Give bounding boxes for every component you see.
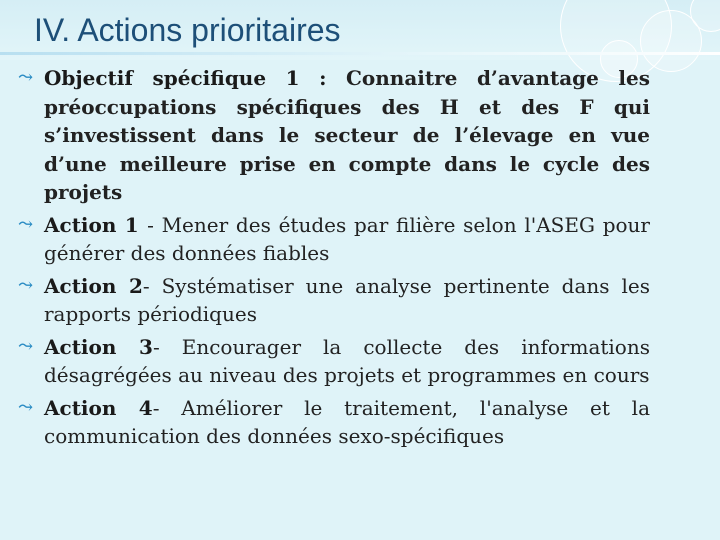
item-body: - Mener des études par filière selon l'ASEG pour générer des données fiables xyxy=(44,212,650,265)
curved-arrow-bullet-icon: ⤳ xyxy=(18,67,34,88)
item-body: - Systématiser une analyse pertinente dans les rapports périodiques xyxy=(44,273,650,326)
item-lead: Action 4 xyxy=(44,395,153,420)
list-item xyxy=(18,211,650,268)
title-underline xyxy=(0,52,720,55)
list-item xyxy=(18,333,650,390)
list-item xyxy=(18,272,650,329)
curved-arrow-bullet-icon: ⤳ xyxy=(18,396,34,418)
item-lead: Objectif spécifique 1 : xyxy=(44,66,346,90)
slide-title: IV. Actions prioritaires xyxy=(34,12,341,48)
item-body: - Améliorer le traitement, l'analyse et la communication des données sexo-spécifiques xyxy=(44,395,650,448)
curved-arrow-bullet-icon: ⤳ xyxy=(18,335,34,357)
bullet-list xyxy=(18,64,650,455)
curved-arrow-bullet-icon: ⤳ xyxy=(18,213,34,235)
item-lead: Action 2 xyxy=(44,273,143,298)
item-lead: Action 1 xyxy=(44,212,148,237)
list-item xyxy=(18,64,650,207)
curved-arrow-bullet-icon: ⤳ xyxy=(18,274,34,296)
item-body: - Encourager la collecte des informations désagrégées au niveau des projets et programmes en cours xyxy=(44,334,650,387)
item-lead: Action 3 xyxy=(44,334,153,359)
item-body: Connaitre d’avantage les préoccupations spécifiques des H et des F qui s’investissent dans le secteur de l’élevage en vue d’une meilleure prise en compte dans le cycle des projets xyxy=(44,66,650,204)
list-item xyxy=(18,394,650,451)
